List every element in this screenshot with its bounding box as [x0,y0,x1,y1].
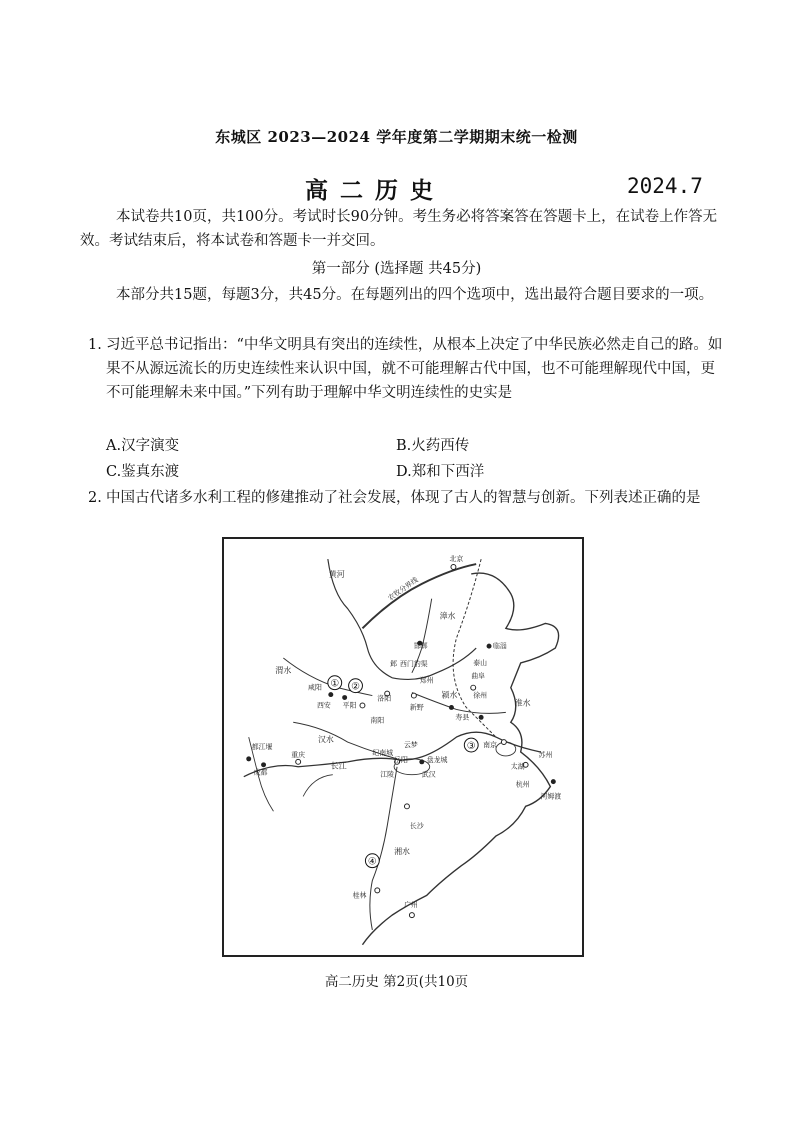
label-linzi: 临淄 [492,642,507,651]
label-nanjing: 南京 [483,741,497,749]
map-svg [224,539,582,955]
label-nanyang: 南阳 [370,716,385,725]
label-shouxian: 寿县 [455,713,470,722]
label-zhangshui: 漳水 [439,611,456,621]
label-jiangling: 江陵 [380,770,395,779]
question-number: 1. [88,337,102,353]
label-chengdu: 成都 [253,768,268,777]
label-yunmeng: 云梦 [403,741,418,749]
label-taihu: 太湖 [510,762,525,771]
label-qufu: 曲阜 [471,671,486,680]
exam-date: 2024.7 [627,174,703,198]
label-jinancheng: 纪南城 [372,748,394,757]
option-b[interactable]: B.火药西传 [396,438,470,454]
page-footer: 高二历史 第2页(共10页 [324,974,469,990]
label-ye: 邺 [390,659,398,668]
label-xuzhou: 徐州 [473,691,488,700]
xiang-river [367,767,397,930]
huai-river [409,693,506,714]
tributary [303,775,333,797]
label-wuhan: 武汉 [421,770,436,779]
exam-title: 东城区 2023—2024 学年度第二学期期末统一检测 [215,128,578,146]
label-xiangshui: 湘水 [394,846,410,856]
label-zhengzhou: 郑州 [419,676,434,685]
label-ximenbao: 西门豹渠 [400,659,428,668]
question-2 [88,486,728,510]
label-guilin: 桂林 [352,891,367,900]
marker-1-label: ① [330,678,340,690]
city-markers [246,565,556,918]
label-wall: 农牧分界线 [386,575,420,603]
label-weishui: 渭水 [275,665,292,675]
label-hanshui: 汉水 [317,735,334,745]
label-xinye: 新野 [409,703,424,712]
agro-pastoral-line [362,564,476,628]
part-title: 第一部分 (选择题 共45分) [311,261,482,277]
label-huaishui: 淮水 [514,698,531,708]
marker-3-label: ③ [466,740,476,752]
label-luoyang: 洛阳 [377,694,392,703]
marker-2-label: ② [351,681,360,693]
label-dujiangyan: 都江堰 [251,742,273,751]
label-hangzhou: 杭州 [515,780,530,789]
label-chongqing: 重庆 [291,750,306,759]
question-text: 中国古代诸多水利工程的修建推动了社会发展，体现了古人的智慧与创新。下列表述正确的是 [106,490,701,506]
option-d[interactable]: D.郑和下西洋 [396,464,485,480]
historical-map [222,537,584,957]
exam-intro: 本试卷共10页，共100分。考试时长90分钟。考生务必将答案答在答题卡上，在试卷上作答无效。考试结束后，将本试卷和答题卡一并交回。 [80,209,718,249]
label-panlongcheng: 盘龙城 [426,755,448,764]
label-changsha: 长沙 [409,822,424,831]
label-taishan: 泰山 [473,658,488,667]
label-yuezhou: 岳阳 [394,755,408,764]
label-yingshui: 颍水 [441,690,458,700]
label-huanghe: 黄河 [328,569,345,579]
question-1 [88,333,728,405]
option-a[interactable]: A.汉字演变 [106,438,180,454]
label-beijing: 北京 [449,555,464,564]
label-pingyang: 平阳 [342,701,357,710]
label-hemudu: 河姆渡 [540,792,562,801]
option-c[interactable]: C.鉴真东渡 [106,464,180,480]
label-guangzhou: 广州 [403,901,418,910]
question-text: 习近平总书记指出：“中华文明具有突出的连续性，从根本上决定了中华民族必然走自己的路。如果不从源远流长的历史连续性来认识中国，就不可能理解古代中国，也不可能理解现代中国，更不可能理解未来中国。”下列有助于理解中华文明连续性的史实是 [106,337,723,401]
label-changjiang: 长江 [330,761,347,771]
part-instructions: 本部分共15题，每题3分，共45分。在每题列出的四个选项中，选出最符合题目要求的一项。 [116,287,714,303]
subject-title: 高二历史 [305,177,445,204]
marker-4-label: ④ [367,856,377,868]
label-suzhou: 苏州 [538,750,553,759]
label-handan: 邯郸 [413,642,428,651]
label-xian: 西安 [316,701,331,710]
label-xianyang: 咸阳 [308,683,322,692]
question-number: 2. [88,490,102,506]
